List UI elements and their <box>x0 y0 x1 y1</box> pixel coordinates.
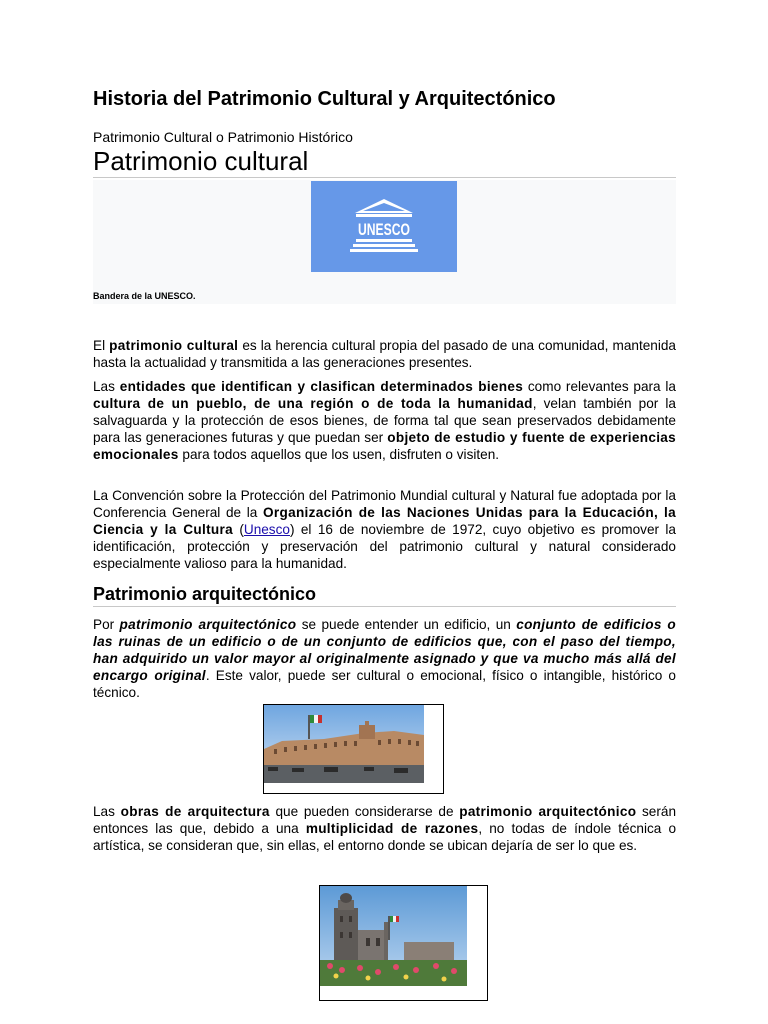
paragraph-1: El patrimonio cultural es la herencia cultural propia del pasado de una comunidad, mantenida hasta la actualidad y transmitida a las generaciones presentes. <box>93 338 676 370</box>
heading-divider <box>93 177 676 178</box>
catedral-photo <box>319 885 488 1001</box>
heading-divider <box>93 606 676 607</box>
document-subtitle: Patrimonio Cultural o Patrimonio Histórico <box>93 129 353 145</box>
unesco-flag-image <box>311 181 457 272</box>
unesco-figure <box>93 180 676 304</box>
unesco-logo-icon <box>311 181 457 272</box>
section-heading-patrimonio-arquitectonico: Patrimonio arquitectónico <box>93 584 317 604</box>
document-title: Historia del Patrimonio Cultural y Arquitectónico <box>93 88 556 110</box>
flag-text: UNESCO <box>358 220 410 239</box>
palacio-nacional-photo <box>263 704 444 794</box>
paragraph-4: Por patrimonio arquitectónico se puede entender un edificio, un conjunto de edificios o las ruinas de un edificio o de un conjunto de edificios que, con el paso del tiempo, han adquirido un valor mayor al originalmente asignado y que va mucho más allá del encargo original. Este valor, puede ser cultural o emocional, físico o intangible, histórico o técnico. <box>93 617 676 700</box>
paragraph-2: Las entidades que identifican y clasifican determinados bienes como relevantes para la cultura de un pueblo, de una región o de toda la humanidad, velan también por la salvaguarda y la protección de esos bienes, de forma tal que sean preservados debidamente para las generaciones futuras y que puedan ser objeto de estudio y fuente de experiencias emocionales para todos aquellos que los usen, disfruten o visiten. <box>93 379 676 462</box>
unesco-link[interactable]: Unesco <box>243 522 290 537</box>
paragraph-3: La Convención sobre la Protección del Patrimonio Mundial cultural y Natural fue adoptada por la Conferencia General de la Organización de las Naciones Unidas para la Educación, la Ciencia y la Cultura (Unesco) el 16 de noviembre de 1972, cuyo objetivo es promover la identificación, protección y preservación del patrimonio cultural y natural considerado especialmente valioso para la humanidad. <box>93 488 676 571</box>
figure-caption: Bandera de la UNESCO. <box>93 291 196 301</box>
paragraph-5: Las obras de arquitectura que pueden considerarse de patrimonio arquitectónico serán entonces las que, debido a una multiplicidad de razones, no todas de índole técnica o artística, se consideran que, sin ellas, el entorno donde se ubican dejaría de ser lo que es. <box>93 804 677 853</box>
section-heading-patrimonio-cultural: Patrimonio cultural <box>93 146 309 176</box>
